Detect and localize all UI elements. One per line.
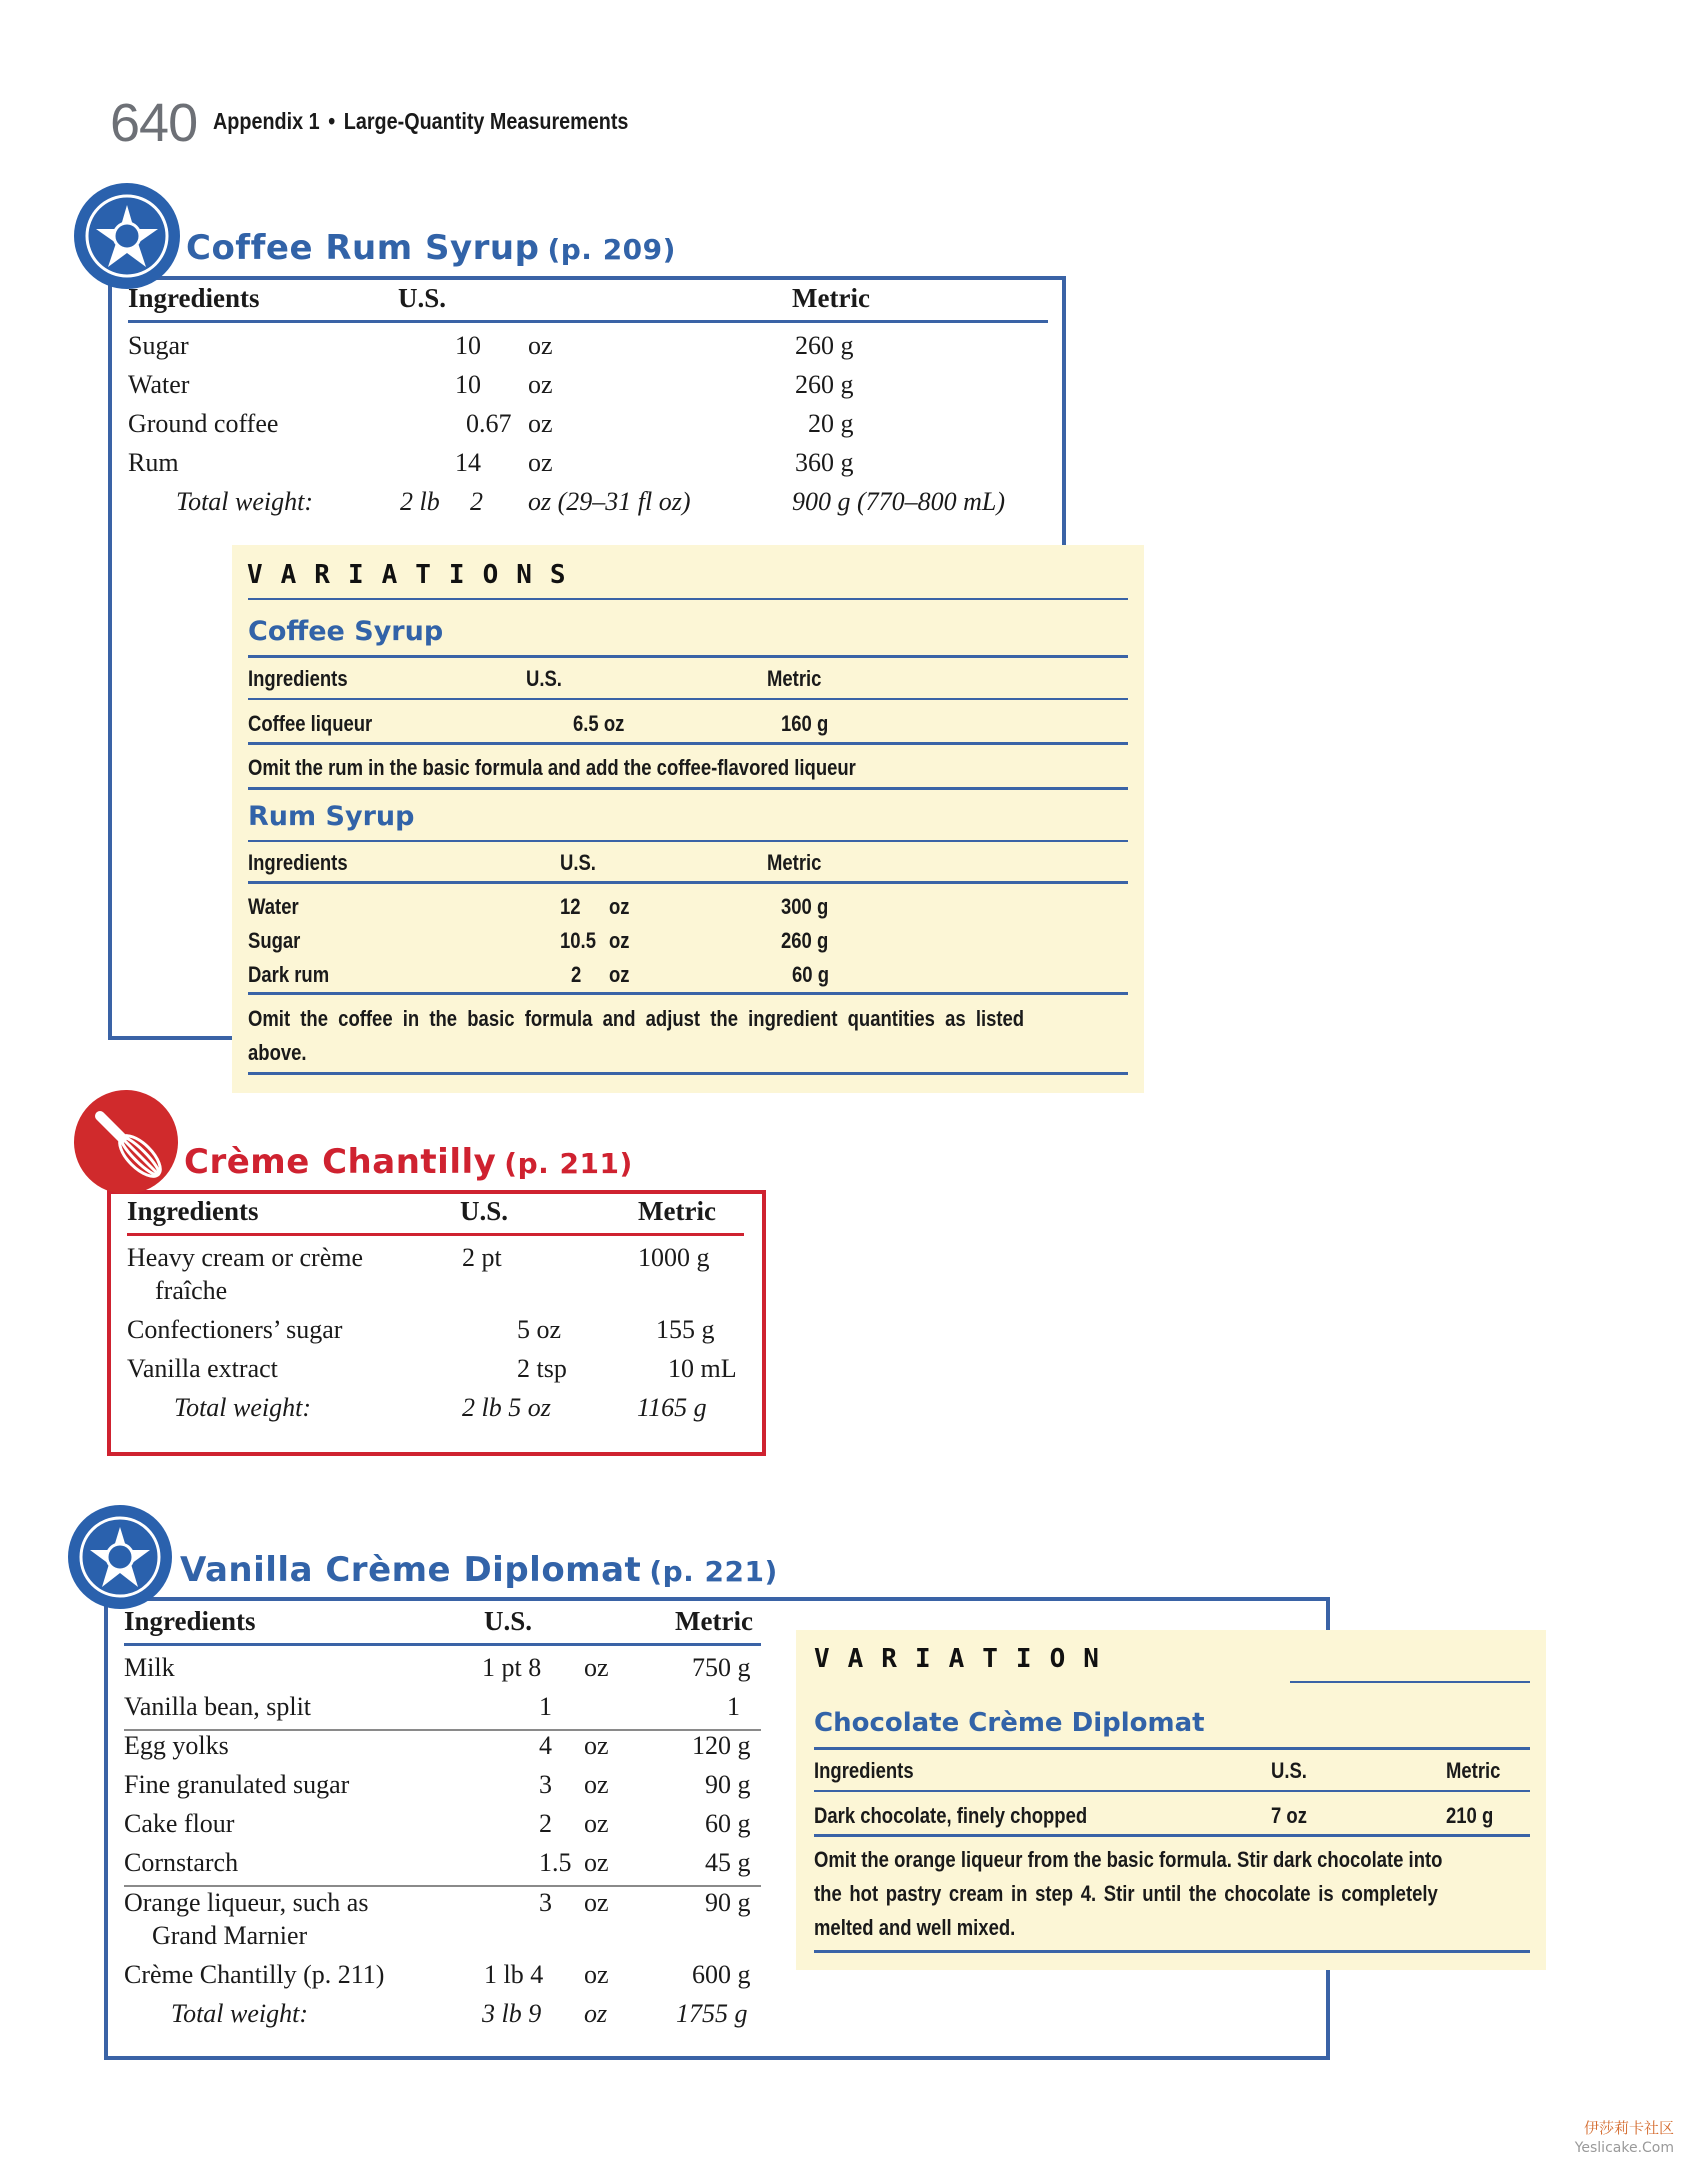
header-rule bbox=[124, 1643, 761, 1646]
ingredient-name: Water bbox=[248, 894, 299, 919]
us-unit: oz bbox=[528, 448, 553, 477]
metric-value: 600 g bbox=[692, 1960, 751, 1989]
watermark bbox=[1575, 2118, 1674, 2158]
col-header-metric: Metric bbox=[767, 666, 822, 691]
section-label: Large-Quantity Measurements bbox=[343, 108, 629, 134]
col-header-metric: Metric bbox=[1446, 1758, 1501, 1783]
total-label: Total weight: bbox=[174, 1393, 312, 1422]
recipe-title: Vanilla Crème Diplomat (p. 221) bbox=[180, 1550, 778, 1590]
total-us-qty: 2 bbox=[470, 487, 483, 516]
total-us-unit: oz (29–31 fl oz) bbox=[528, 487, 691, 516]
rule bbox=[248, 787, 1128, 790]
col-header-ingredients: Ingredients bbox=[248, 666, 348, 691]
us-unit: oz bbox=[609, 962, 630, 987]
us-value: 7 oz bbox=[1271, 1803, 1307, 1828]
ingredient-name: Dark rum bbox=[248, 962, 330, 987]
variation-note-line2: above. bbox=[248, 1040, 307, 1065]
us-unit: oz bbox=[528, 370, 553, 399]
total-label: Total weight: bbox=[176, 487, 314, 516]
us-qty: 3 bbox=[539, 1888, 552, 1917]
variations-rule bbox=[248, 598, 1128, 600]
col-header-us: U.S. bbox=[1271, 1758, 1307, 1783]
total-metric: 1165 g bbox=[637, 1393, 707, 1422]
total-us-unit: oz bbox=[584, 1999, 608, 2028]
col-header-ingredients: Ingredients bbox=[248, 850, 348, 875]
variation-note-line3: melted and well mixed. bbox=[814, 1915, 1016, 1940]
total-us: 2 lb 5 oz bbox=[462, 1393, 551, 1422]
header-rule bbox=[127, 1233, 744, 1236]
us-qty: 14 bbox=[455, 448, 481, 477]
variation-note-line2: the hot pastry cream in step 4. Stir until the chocolate is completely bbox=[814, 1881, 1438, 1906]
col-header-us: U.S. bbox=[398, 283, 447, 313]
us-qty: 10.5 bbox=[560, 928, 596, 953]
rule bbox=[248, 1072, 1128, 1075]
rule bbox=[248, 742, 1128, 745]
ingredient-name: Milk bbox=[124, 1653, 175, 1682]
us-unit: oz bbox=[584, 1809, 609, 1838]
col-header-us: U.S. bbox=[484, 1606, 533, 1636]
metric-value: 10 mL bbox=[668, 1354, 737, 1383]
ingredient-name: Ground coffee bbox=[128, 409, 279, 438]
variation-heading: VARIATION bbox=[814, 1644, 1117, 1674]
col-header-metric: Metric bbox=[675, 1606, 753, 1636]
recipe-title: Coffee Rum Syrup (p. 209) bbox=[186, 228, 676, 268]
metric-value: 1 bbox=[727, 1692, 740, 1721]
us-unit: oz bbox=[584, 1848, 609, 1877]
metric-value: 155 g bbox=[656, 1315, 715, 1344]
us-unit: oz bbox=[584, 1960, 609, 1989]
col-header-us: U.S. bbox=[526, 666, 562, 691]
metric-value: 60 g bbox=[792, 962, 829, 987]
chocolate-creme-diplomat-title: Chocolate Crème Diplomat bbox=[814, 1708, 1205, 1738]
rule bbox=[814, 1950, 1530, 1953]
variation-rule bbox=[1290, 1681, 1530, 1683]
ingredient-name: Confectioners’ sugar bbox=[127, 1315, 343, 1344]
metric-value: 260 g bbox=[795, 331, 854, 360]
rum-syrup-title: Rum Syrup bbox=[248, 801, 415, 832]
us-unit: oz bbox=[528, 409, 553, 438]
us-qty: 2 bbox=[539, 1809, 552, 1838]
total-us-qty: 3 lb 9 bbox=[482, 1999, 542, 2028]
header-rule bbox=[128, 320, 1048, 323]
rule bbox=[248, 992, 1128, 995]
metric-value: 210 g bbox=[1446, 1803, 1494, 1828]
total-us-lb: 2 lb bbox=[400, 487, 440, 516]
variation-note-line1: Omit the orange liqueur from the basic formula. Stir dark chocolate into bbox=[814, 1847, 1443, 1872]
metric-value: 20 g bbox=[808, 409, 854, 438]
metric-value: 90 g bbox=[705, 1888, 751, 1917]
col-header-ingredients: Ingredients bbox=[124, 1606, 256, 1636]
us-value: 5 oz bbox=[517, 1315, 562, 1344]
ingredient-name: Dark chocolate, finely chopped bbox=[814, 1803, 1088, 1828]
us-unit: oz bbox=[584, 1653, 609, 1682]
ingredient-name: Crème Chantilly (p. 211) bbox=[124, 1960, 385, 1989]
cordon-bleu-logo-icon bbox=[74, 183, 180, 289]
ingredient-name: Egg yolks bbox=[124, 1731, 229, 1760]
coffee-syrup-title: Coffee Syrup bbox=[248, 616, 444, 647]
ingredient-name: Water bbox=[128, 370, 190, 399]
col-header-metric: Metric bbox=[792, 283, 870, 313]
ingredient-name: Rum bbox=[128, 448, 179, 477]
ingredient-name: Sugar bbox=[248, 928, 301, 953]
whisk-icon bbox=[74, 1090, 178, 1194]
rule bbox=[814, 1790, 1530, 1792]
row-divider bbox=[124, 1885, 761, 1887]
metric-value: 360 g bbox=[795, 448, 854, 477]
us-qty: 3 bbox=[539, 1770, 552, 1799]
ingredient-name: Cornstarch bbox=[124, 1848, 239, 1877]
us-qty: 10 bbox=[455, 331, 481, 360]
total-metric: 900 g (770–800 mL) bbox=[792, 487, 1006, 516]
rule bbox=[248, 840, 1128, 842]
recipe-title: Crème Chantilly (p. 211) bbox=[184, 1142, 633, 1182]
col-header-ingredients: Ingredients bbox=[128, 283, 260, 313]
metric-value: 750 g bbox=[692, 1653, 751, 1682]
us-unit: oz bbox=[584, 1731, 609, 1760]
metric-value: 300 g bbox=[781, 894, 829, 919]
variation-note-line1: Omit the coffee in the basic formula and adjust the ingredient quantities as listed bbox=[248, 1006, 1025, 1031]
variation-note: Omit the rum in the basic formula and add the coffee-flavored liqueur bbox=[248, 755, 856, 780]
appendix-label: Appendix 1 bbox=[213, 108, 320, 134]
variations-heading: VARIATIONS bbox=[247, 560, 584, 590]
us-unit: oz bbox=[584, 1770, 609, 1799]
rule bbox=[814, 1834, 1530, 1837]
watermark-line2: Yeslicake.Com bbox=[1574, 2140, 1674, 2156]
bullet: • bbox=[328, 108, 336, 134]
rule bbox=[248, 881, 1128, 884]
metric-value: 90 g bbox=[705, 1770, 751, 1799]
watermark-line1: 伊莎莉卡社区 bbox=[1583, 2119, 1674, 2137]
rule bbox=[248, 655, 1128, 658]
us-qty: 1 pt 8 bbox=[482, 1653, 542, 1682]
us-unit: oz bbox=[528, 331, 553, 360]
metric-value: 160 g bbox=[781, 711, 829, 736]
ingredient-name: Vanilla bean, split bbox=[124, 1692, 312, 1721]
us-qty: 2 bbox=[571, 962, 582, 987]
ingredient-name: Coffee liqueur bbox=[248, 711, 373, 736]
col-header-ingredients: Ingredients bbox=[814, 1758, 914, 1783]
metric-value: 260 g bbox=[795, 370, 854, 399]
us-qty: 12 bbox=[560, 894, 581, 919]
metric-value: 60 g bbox=[705, 1809, 751, 1838]
us-qty: 1 bbox=[539, 1692, 552, 1721]
us-value: 2 pt bbox=[462, 1243, 502, 1272]
total-label: Total weight: bbox=[171, 1999, 309, 2028]
metric-value: 120 g bbox=[692, 1731, 751, 1760]
col-header-ingredients: Ingredients bbox=[127, 1196, 259, 1226]
us-qty: 10 bbox=[455, 370, 481, 399]
metric-value: 45 g bbox=[705, 1848, 751, 1877]
ingredient-name: Heavy cream or crème bbox=[127, 1243, 364, 1272]
col-header-us: U.S. bbox=[560, 850, 596, 875]
col-header-metric: Metric bbox=[638, 1196, 716, 1226]
ingredient-name: Vanilla extract bbox=[127, 1354, 278, 1383]
ingredient-name: Sugar bbox=[128, 331, 189, 360]
us-unit: oz bbox=[584, 1888, 609, 1917]
page-number: 640 bbox=[110, 93, 198, 153]
us-value: 2 tsp bbox=[517, 1354, 567, 1383]
rule bbox=[248, 698, 1128, 700]
ingredient-name: Orange liqueur, such as bbox=[124, 1888, 369, 1917]
metric-value: 1000 g bbox=[638, 1243, 710, 1272]
running-header bbox=[213, 108, 628, 135]
total-metric: 1755 g bbox=[676, 1999, 748, 2028]
us-qty: 1.5 bbox=[539, 1848, 572, 1877]
us-value: 6.5 oz bbox=[573, 711, 625, 736]
us-qty: 1 lb 4 bbox=[484, 1960, 544, 1989]
ingredient-name-cont: Grand Marnier bbox=[152, 1921, 308, 1950]
rule bbox=[814, 1747, 1530, 1750]
col-header-us: U.S. bbox=[460, 1196, 509, 1226]
ingredient-name: Fine granulated sugar bbox=[124, 1770, 350, 1799]
us-qty: 0.67 bbox=[466, 409, 512, 438]
us-unit: oz bbox=[609, 928, 630, 953]
ingredient-name: Cake flour bbox=[124, 1809, 235, 1838]
cordon-bleu-logo-icon bbox=[68, 1505, 172, 1609]
metric-value: 260 g bbox=[781, 928, 829, 953]
ingredient-name-cont: fraîche bbox=[155, 1276, 228, 1305]
us-unit: oz bbox=[609, 894, 630, 919]
us-qty: 4 bbox=[539, 1731, 552, 1760]
col-header-metric: Metric bbox=[767, 850, 822, 875]
